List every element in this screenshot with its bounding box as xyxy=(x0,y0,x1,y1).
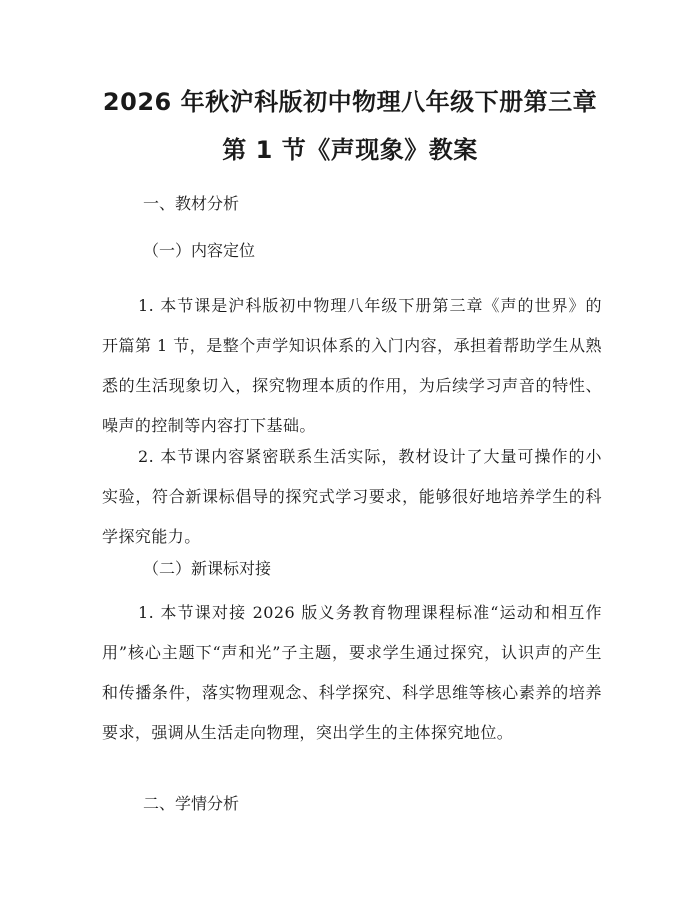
subsection-heading-curriculum-alignment: （二）新课标对接 xyxy=(143,559,272,578)
section-heading-textbook-analysis: 一、教材分析 xyxy=(143,194,240,213)
paragraph-3: 1. 本节课对接 2026 版义务教育物理课程标准“运动和相互作用”核心主题下“声和光”子主题，要求学生通过探究，认识声的产生和传播条件，落实物理观念、科学探究、科学思维等核心素养的培养要求，强调从生活走向物理，突出学生的主体探究地位。 xyxy=(102,603,602,742)
section-heading-learner-analysis: 二、学情分析 xyxy=(143,794,240,813)
paragraph-1: 1. 本节课是沪科版初中物理八年级下册第三章《声的世界》的开篇第 1 节，是整个声学知识体系的入门内容，承担着帮助学生从熟悉的生活现象切入，探究物理本质的作用，为后续学习声音的特性、噪声的控制等内容打下基础。 xyxy=(102,296,602,435)
document-title-line-2: 第 1 节《声现象》教案 xyxy=(222,136,478,164)
document-title-line-1: 2026 年秋沪科版初中物理八年级下册第三章 xyxy=(102,88,598,116)
subsection-heading-content-positioning: （一）内容定位 xyxy=(143,241,256,260)
paragraph-2: 2. 本节课内容紧密联系生活实际，教材设计了大量可操作的小实验，符合新课标倡导的探究式学习要求，能够很好地培养学生的科学探究能力。 xyxy=(102,447,602,546)
